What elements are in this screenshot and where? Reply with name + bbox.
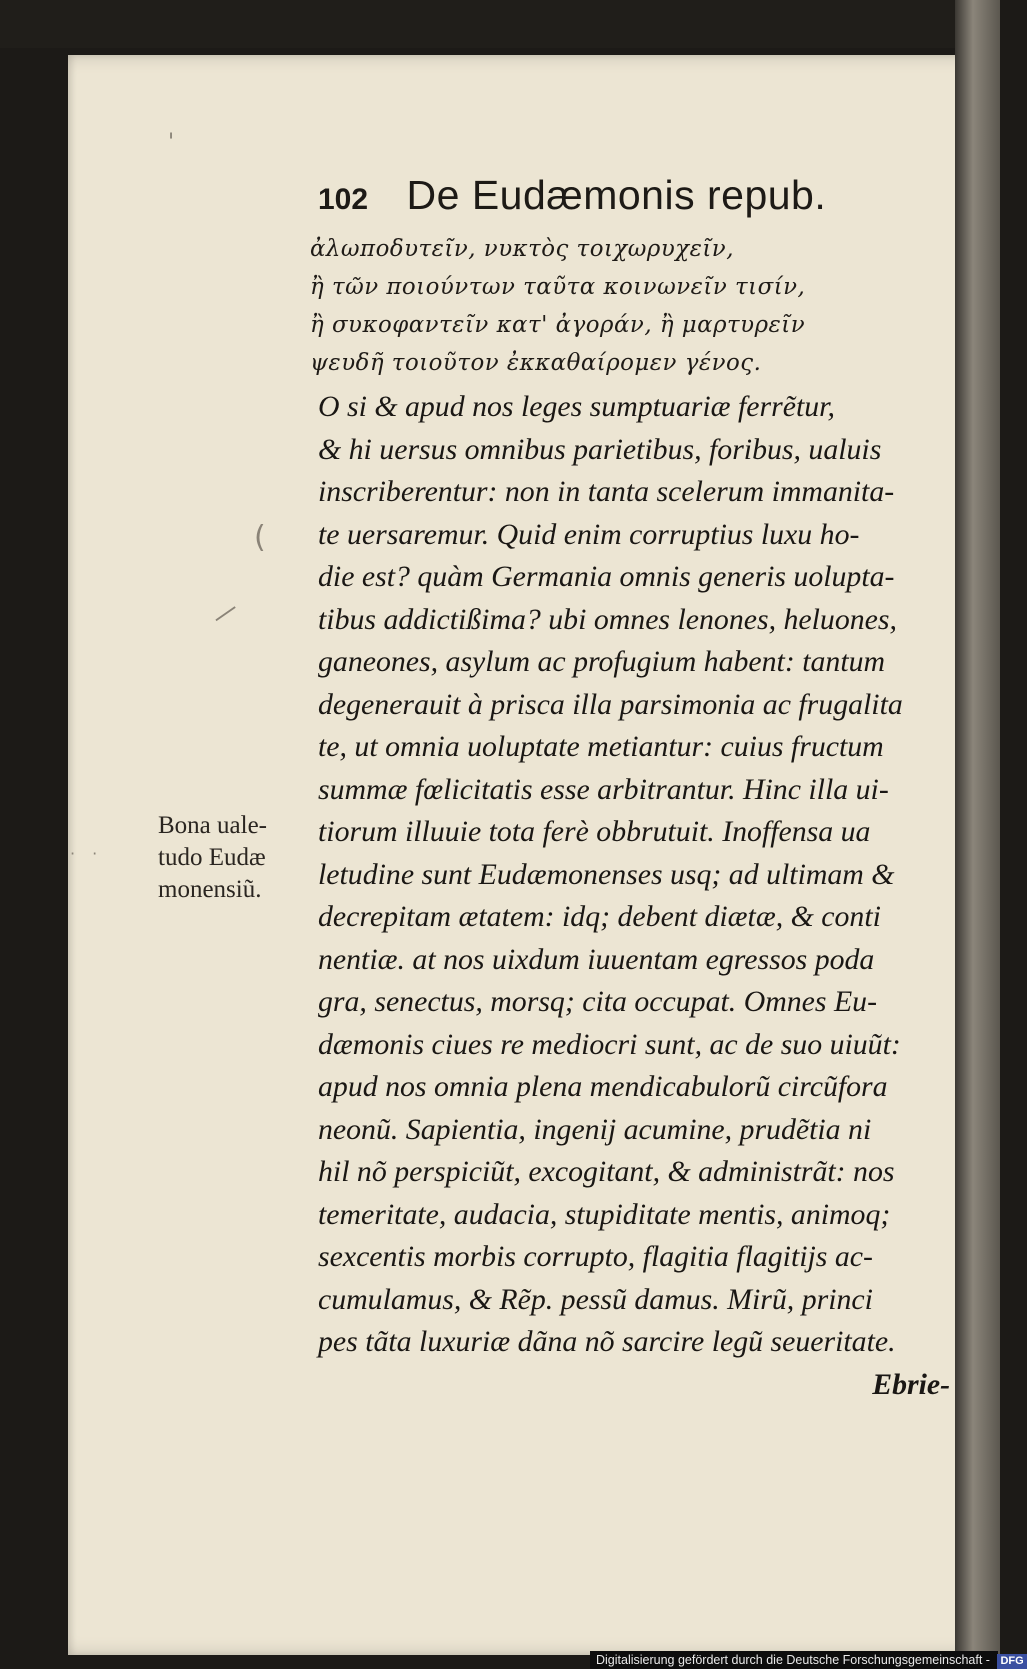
running-head: [318, 172, 826, 219]
text-line: pes tãta luxuriæ dãna nõ sarcire legũ seueritate.: [318, 1325, 896, 1358]
text-line: O si & apud nos leges sumptuariæ ferrẽtur,: [318, 390, 835, 423]
dfg-logo: DFG: [997, 1654, 1026, 1669]
greek-verse-block: [310, 230, 950, 382]
text-line: neonũ. Sapientia, ingenij acumine, prudẽtia ni: [318, 1112, 872, 1146]
text-line: & hi uersus omnibus parietibus, foribus, ualuis: [318, 432, 882, 466]
footer-text: Digitalisierung gefördert durch die Deutsche Forschungsgemeinschaft -: [596, 1653, 990, 1667]
text-line: te, ut omnia uoluptate metiantur: cuius fructum: [318, 730, 884, 763]
text-line: cumulamus, & Rẽp. pessũ damus. Mirũ, princi: [318, 1282, 873, 1316]
text-line: letudine sunt Eudæmonenses usq; ad ultimam &: [318, 857, 895, 891]
text-line: gra, senectus, morsq; cita occupat. Omnes Eu-: [318, 985, 878, 1018]
marginal-note-line: tudo Eudæ: [158, 844, 266, 871]
scan-top-strip: [0, 0, 1000, 48]
text-line: summæ fœlicitatis esse arbitrantur. Hinc illa ui-: [318, 772, 889, 806]
digitization-footer: [590, 1651, 1024, 1669]
margin-mark-paren: (: [254, 520, 266, 555]
text-line: tibus addictißima? ubi omnes lenones, heluones,: [318, 602, 897, 636]
text-line: dæmonis ciues re mediocri sunt, ac de suo uiuũt:: [318, 1027, 901, 1061]
margin-mark-tick: ': [168, 130, 175, 155]
text-line: hil nõ perspiciũt, excogitant, & administrãt: nos: [318, 1155, 895, 1188]
catchword: Ebrie-: [872, 1367, 951, 1401]
margin-mark-slash: —: [205, 593, 245, 633]
marginal-note-line: Bona uale-: [158, 812, 267, 839]
greek-line: ἀλωποδυτεῖν, νυκτὸς τοιχωρυχεῖν,: [310, 236, 734, 262]
running-title: De Eudæmonis repub.: [406, 172, 827, 218]
text-line: tiorum illuuie tota ferè obbrutuit. Inoffensa ua: [318, 815, 871, 848]
text-line: inscriberentur: non in tanta scelerum immanita-: [318, 475, 895, 508]
greek-line: ψευδῆ τοιοῦτον ἐκκαθαίρομεν γένος.: [310, 350, 762, 376]
text-line: nentiæ. at nos uixdum iuuentam egressos poda: [318, 942, 875, 976]
text-line: die est? quàm Germania omnis generis uolupta-: [318, 560, 895, 593]
marginal-note-line: monensiũ.: [158, 876, 262, 903]
text-line: te uersaremur. Quid enim corruptius luxu ho-: [318, 517, 860, 551]
text-line: degenerauit à prisca illa parsimonia ac frugalita: [318, 687, 903, 721]
text-line: decrepitam ætatem: idq; debent diætæ, & conti: [318, 900, 881, 933]
text-line: temeritate, audacia, stupiditate mentis, animoq;: [318, 1197, 891, 1231]
text-line: apud nos omnia plena mendicabulorũ circũfora: [318, 1070, 888, 1103]
margin-mark-dots: · ·: [70, 844, 104, 863]
page-number: 102: [318, 183, 369, 216]
marginal-note: [158, 810, 267, 906]
latin-body-text: [318, 386, 958, 1406]
text-line: sexcentis morbis corrupto, flagitia flagitijs ac-: [318, 1240, 873, 1273]
greek-line: ἢ συκοφαντεῖν κατ' ἀγοράν, ἢ μαρτυρεῖν: [310, 312, 806, 338]
greek-line: ἢ τῶν ποιούντων ταῦτα κοινωνεῖν τισίν,: [310, 274, 806, 300]
text-line: ganeones, asylum ac profugium habent: tantum: [318, 645, 886, 678]
book-edge: [955, 0, 1000, 1669]
